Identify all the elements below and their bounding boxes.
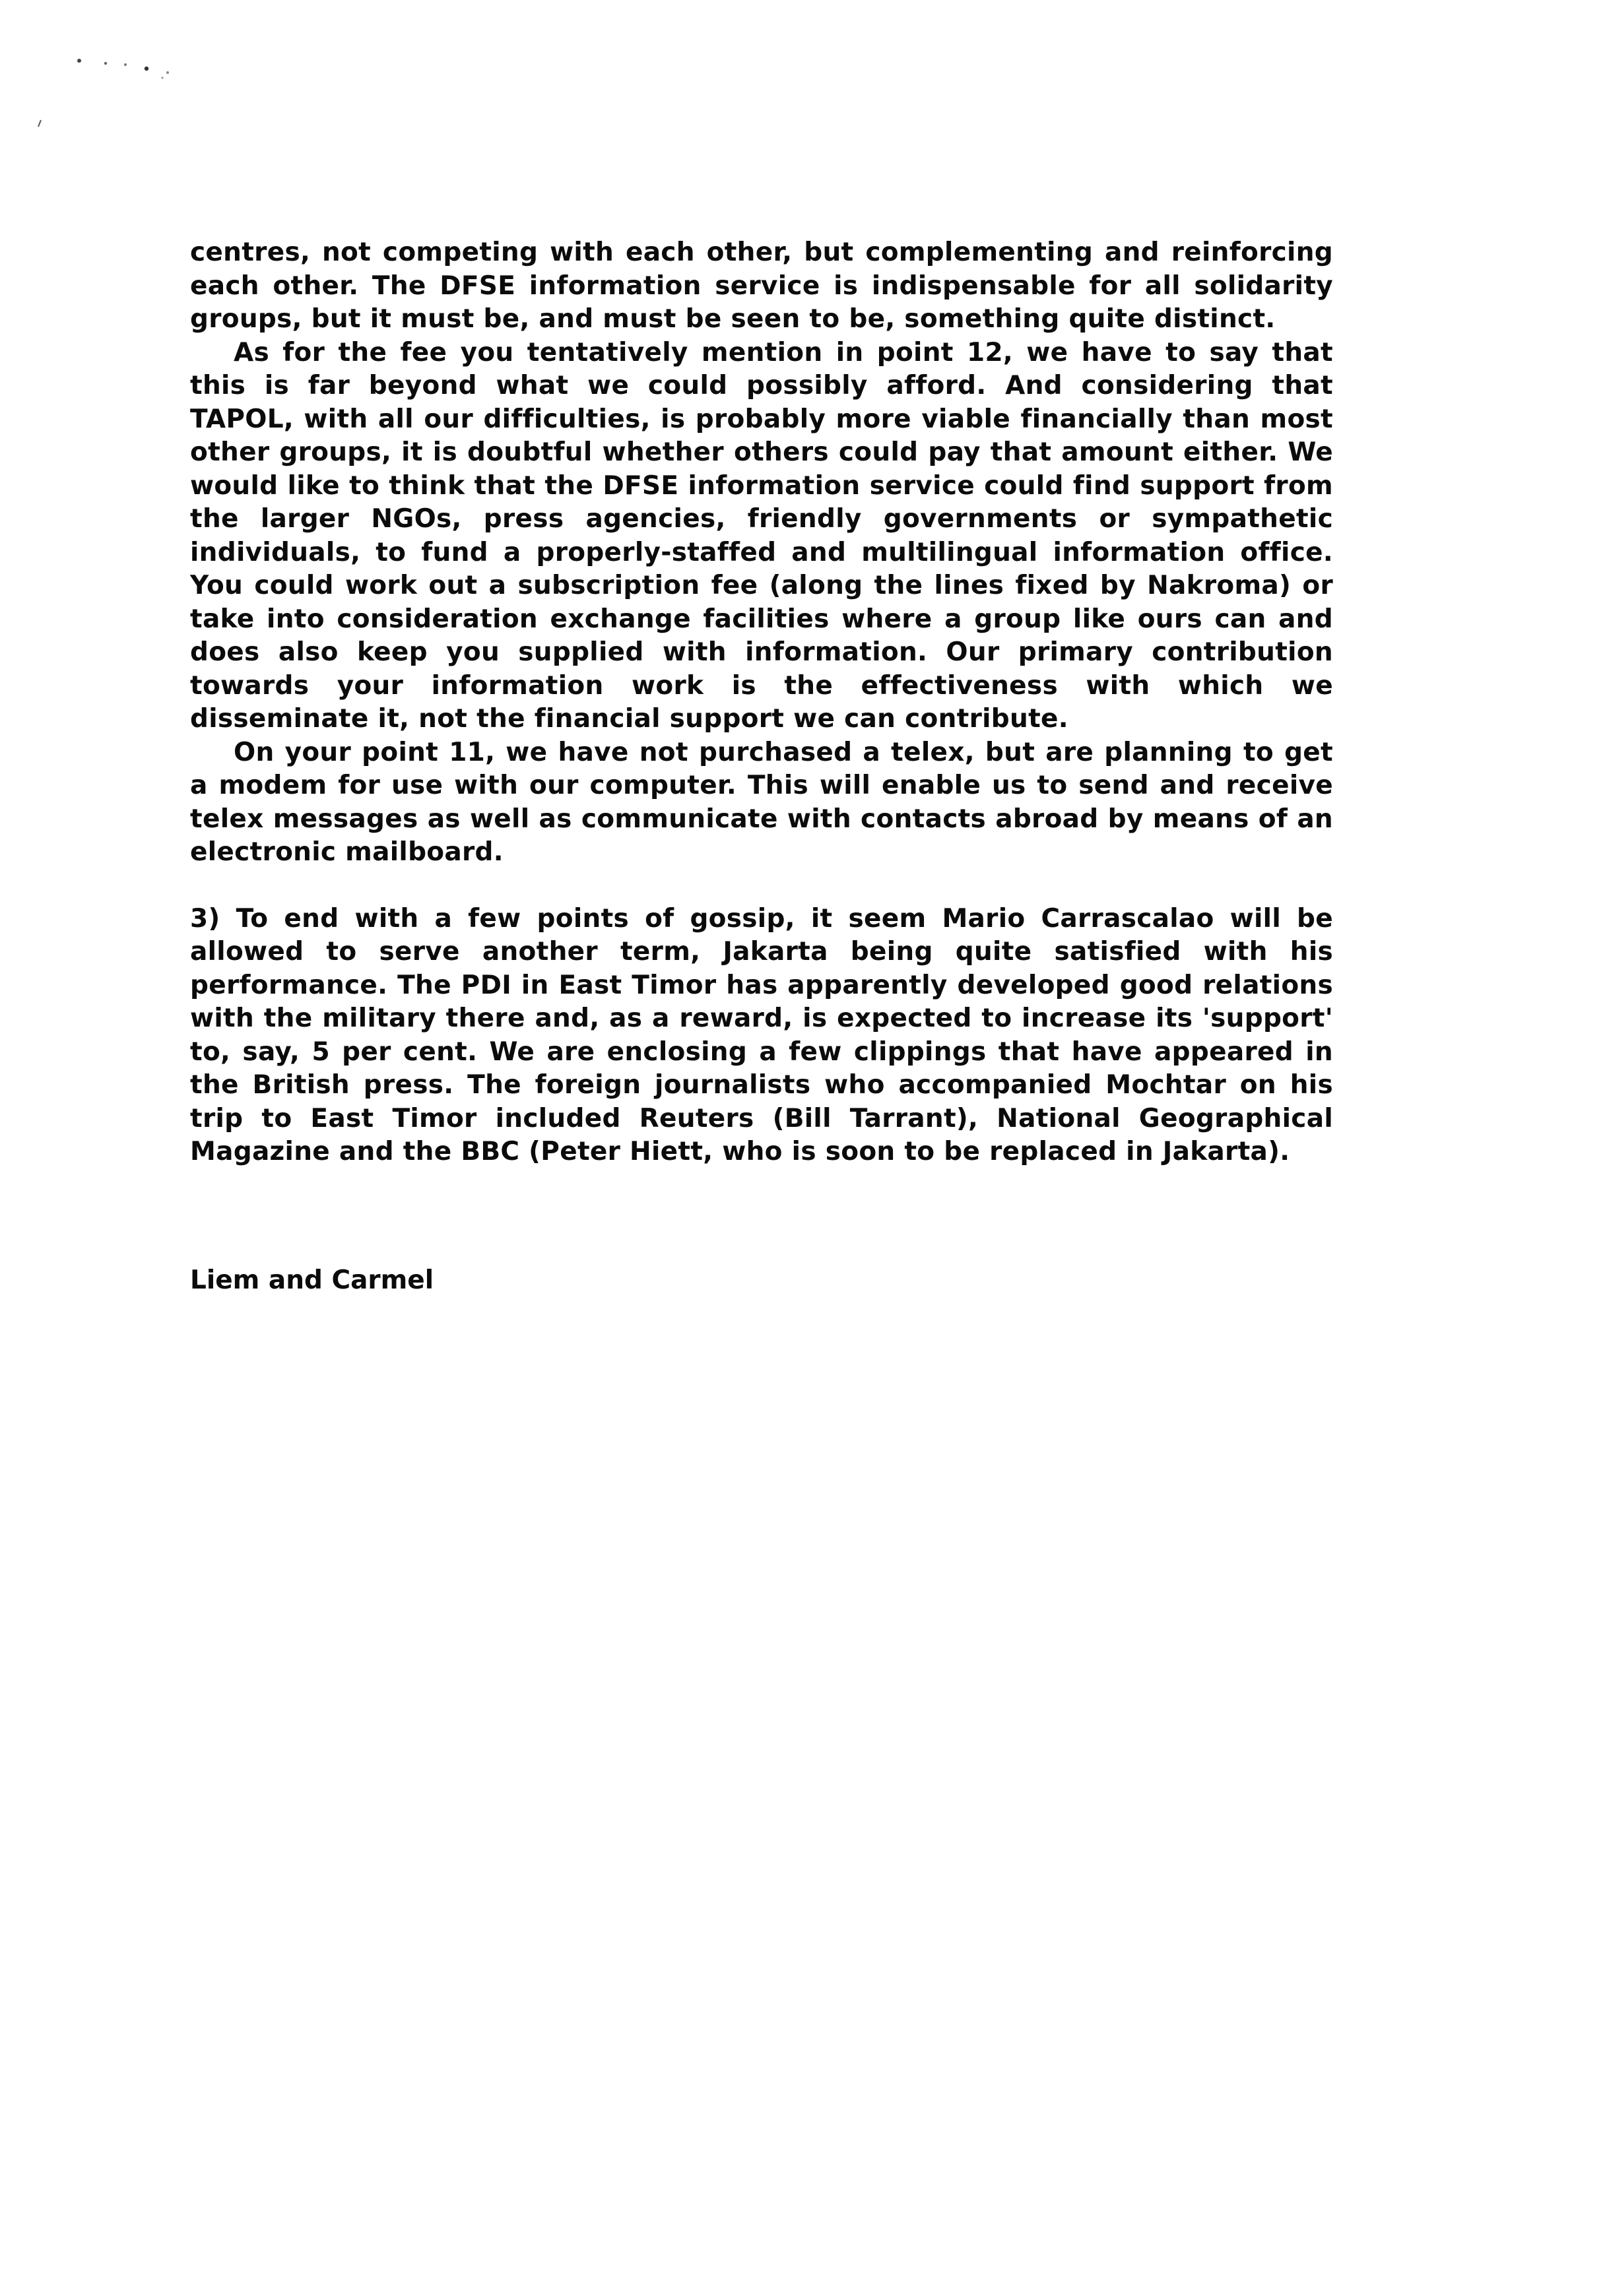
paragraph-gossip: 3) To end with a few points of gossip, it seem Mario Carrascalao will be allowed to serve another term, Jakarta being quite satisfied with his performance. The PDI in East Timor has apparently developed good relations with the military there and, as a reward, is expected to increase its 'support' to, say, 5 per cent. We are enclosing a few clippings that have appeared in the British press. The foreign journalists who accompanied Mochtar on his trip to East Timor included Reuters (Bill Tarrant), National Geographical Magazine and the BBC (Peter Hiett, who is soon to be replaced in Jakarta).	[190, 903, 1333, 1166]
paragraph-fee: As for the fee you tentatively mention in point 12, we have to say that this is far beyond what we could possibly afford. And considering that TAPOL, with all our difficulties, is probably more viable financially than most other groups, it is doubtful whether others could pay that amount either. We would like to think that the DFSE information service could find support from the larger NGOs, press agencies, friendly governments or sympathetic individuals, to fund a properly-staffed and multilingual information office. You could work out a subscription fee (along the lines fixed by Nakroma) or take into consideration exchange facilities where a group like ours can and does also keep you supplied with information. Our primary contribution towards your information work is the effectiveness with which we disseminate it, not the financial support we can contribute.	[190, 337, 1333, 734]
scan-specks	[26, 46, 185, 132]
letter-body	[190, 236, 1333, 1169]
paragraph-telex: On your point 11, we have not purchased a telex, but are planning to get a modem for use with our computer. This will enable us to send and receive telex messages as well as communicate with contacts abroad by means of an electronic mailboard.	[190, 737, 1333, 867]
paragraph-continuation: centres, not competing with each other, but complementing and reinforcing each other. The DFSE information service is indispensable for all solidarity groups, but it must be, and must be seen to be, something quite distinct.	[190, 238, 1333, 334]
signature: Liem and Carmel	[190, 1265, 434, 1295]
